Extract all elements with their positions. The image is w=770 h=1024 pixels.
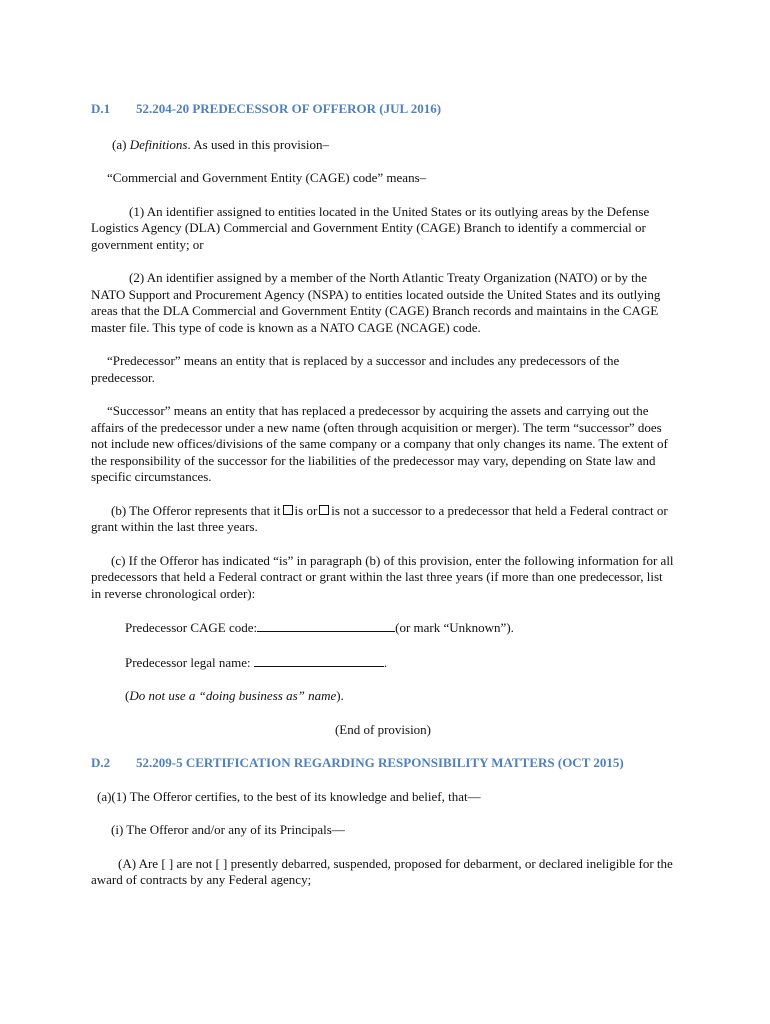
dba-note-text: Do not use a “doing business as” name: [129, 688, 337, 703]
field-suffix: (or mark “Unknown”).: [395, 620, 514, 635]
paragraph-a1-certification: (a)(1) The Offeror certifies, to the best of its knowledge and belief, that—: [97, 788, 481, 804]
document-body: [91, 101, 675, 889]
cage-definition: “Commercial and Government Entity (CAGE) code” means–: [107, 170, 427, 185]
section-title: 52.209-5 CERTIFICATION REGARDING RESPONSIBILITY MATTERS (OCT 2015): [136, 755, 624, 770]
paragraph-b-representation: [91, 503, 675, 536]
paragraph-i-principals: (i) The Offeror and/or any of its Principals—: [111, 822, 345, 837]
legal-name-blank[interactable]: [254, 654, 384, 667]
section-number: D.1: [91, 101, 111, 116]
cage-code-blank[interactable]: [257, 619, 395, 632]
section-heading-d1: [91, 101, 675, 118]
paragraph-text: is not a successor to a predecessor that held a Federal contract or grant within the last three years.: [91, 502, 668, 534]
predecessor-definition: “Predecessor” means an entity that is replaced by a successor and includes any predecessors of the predecessor.: [91, 353, 620, 385]
predecessor-legal-name-line: [91, 654, 675, 672]
successor-definition: “Successor” means an entity that has replaced a predecessor by acquiring the assets and carrying out the affairs of the predecessor under a new name (often through acquisition or merger). The term “successor” does not include new offices/divisions of the same company or a company that only changes its name. The extent of the responsibility of the successor for the liabilities of the predecessor may vary, depending on State law and specific circumstances.: [91, 403, 668, 484]
is-not-checkbox[interactable]: [319, 505, 329, 515]
section-number: D.2: [91, 755, 111, 770]
field-label: Predecessor legal name:: [125, 654, 254, 670]
paragraph-a-definitions: [91, 137, 675, 154]
field-suffix: .: [383, 654, 388, 670]
paragraph-c-instructions: (c) If the Offeror has indicated “is” in paragraph (b) of this provision, enter the following information for all predecessors that held a Federal contract or grant within the last three years (if more than one predecessor, list in reverse chronological order):: [91, 552, 674, 601]
paragraph-label: (a): [112, 136, 130, 152]
definitions-term: Definitions: [129, 136, 188, 152]
dba-note: [91, 688, 675, 705]
paragraph-A-debarment: (A) Are [ ] are not [ ] presently debarred, suspended, proposed for debarment, or declared ineligible for the award of contracts by any Federal agency;: [91, 855, 673, 887]
field-label: Predecessor CAGE code:: [125, 620, 258, 635]
paren: (: [125, 688, 130, 703]
section-title: 52.204-20 PREDECESSOR OF OFFEROR (JUL 2016): [136, 101, 442, 116]
cage-definition-item-1: (1) An identifier assigned to entities located in the United States or its outlying areas by the Defense Logistics Agency (DLA) Commercial and Government Entity (CAGE) Branch to identify a commercial or government entity; or: [91, 203, 650, 252]
cage-definition-item-2: (2) An identifier assigned by a member of the North Atlantic Treaty Organization (NATO) or by the NATO Support and Procurement Agency (NSPA) to entities located outside the United States and its outlying areas that the DLA Commercial and Government Entity (CAGE) Branch records and maintains in the CAGE master file. This type of code is known as a NATO CAGE (NCAGE) code.: [91, 270, 661, 335]
paragraph-text: . As used in this provision–: [187, 136, 330, 152]
is-checkbox[interactable]: [283, 505, 293, 515]
paragraph-text: is or: [294, 502, 318, 518]
paragraph-text: (b) The Offeror represents that it: [111, 502, 281, 518]
paren: ).: [336, 688, 344, 703]
predecessor-cage-code-line: [91, 619, 675, 637]
section-heading-d2: [91, 755, 675, 772]
end-of-provision: (End of provision): [334, 721, 432, 737]
